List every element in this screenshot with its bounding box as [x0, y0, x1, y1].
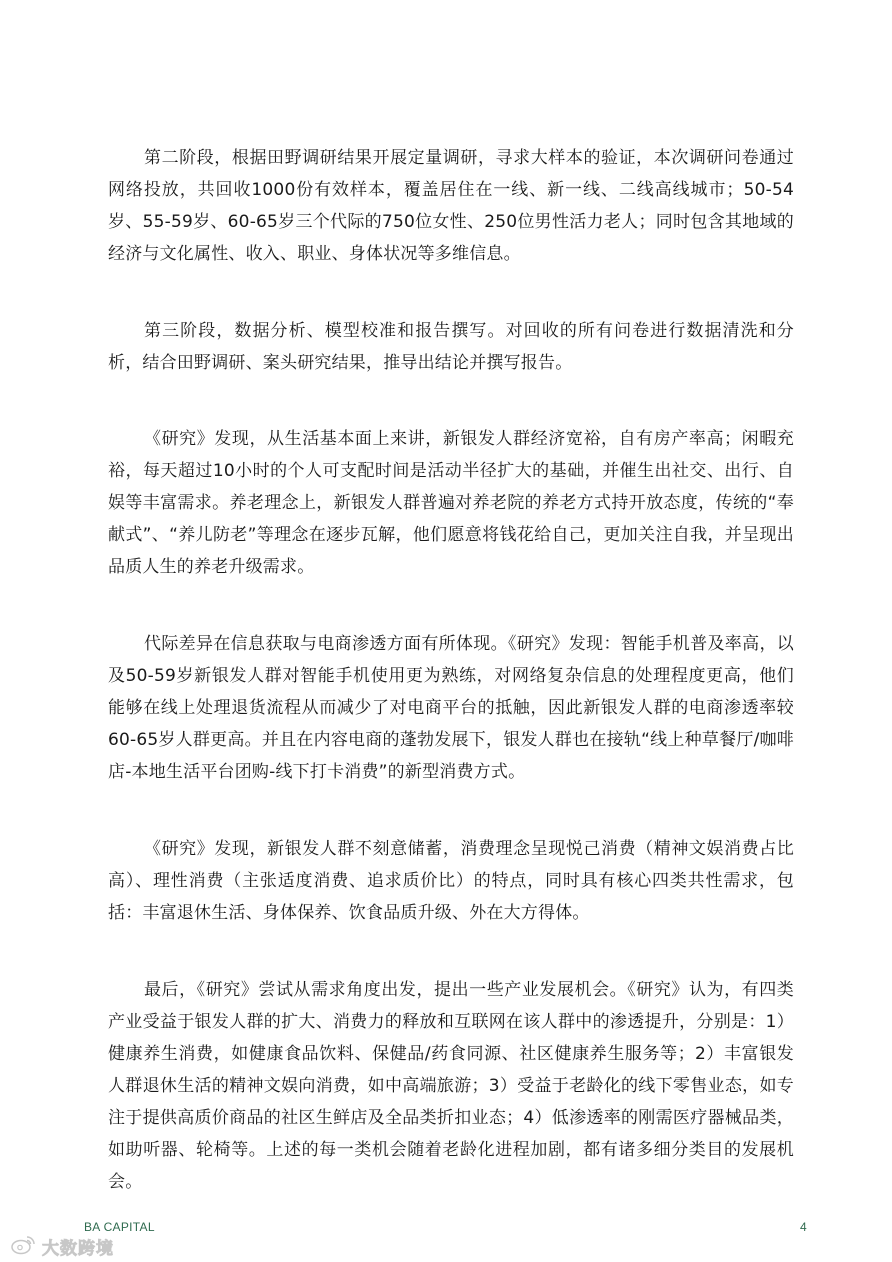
paragraph-generational-differences: 代际差异在信息获取与电商渗透方面有所体现。《研究》发现：智能手机普及率高，以及50-59岁新银发人群对智能手机使用更为熟练，对网络复杂信息的处理程度更高，他们能够在线上处理退货流程从而减少了对电商平台的抵触，因此新银发人群的电商渗透率较60-65岁人群更高。并且在内容电商的蓬勃发展下，银发人群也在接轨“线上种草餐厅/咖啡店-本地生活平台团购-线下打卡消费”的新型消费方式。 — [108, 634, 794, 782]
paragraph-stage-three: 第三阶段，数据分析、模型校准和报告撰写。对回收的所有问卷进行数据清洗和分析，结合田野调研、案头研究结果，推导出结论并撰写报告。 — [108, 321, 794, 373]
paragraph-consumption-concept: 《研究》发现，新银发人群不刻意储蓄，消费理念呈现悦己消费（精神文娱消费占比高）、理性消费（主张适度消费、追求质价比）的特点，同时具有核心四类共性需求，包括：丰富退休生活、身体保养、饮食品质升级、外在大方得体。 — [108, 839, 794, 923]
weibo-logo-icon — [10, 1235, 36, 1259]
main-content — [108, 142, 794, 1243]
paragraph-industry-opportunities: 最后，《研究》尝试从需求角度出发，提出一些产业发展机会。《研究》认为，有四类产业受益于银发人群的扩大、消费力的释放和互联网在该人群中的渗透提升，分别是：1）健康养生消费，如健康食品饮料、保健品/药食同源、社区健康养生服务等；2）丰富银发人群退休生活的精神文娱向消费，如中高端旅游；3）受益于老龄化的线下零售业态，如专注于提供高质价商品的社区生鲜店及全品类折扣业态；4）低渗透率的刚需医疗器械品类，如助听器、轮椅等。上述的每一类机会随着老龄化进程加剧，都有诸多细分类目的发展机会。 — [108, 980, 794, 1192]
paragraph-lifestyle-findings: 《研究》发现，从生活基本面上来讲，新银发人群经济宽裕，自有房产率高；闲暇充裕，每天超过10小时的个人可支配时间是活动半径扩大的基础，并催生出社交、出行、自娱等丰富需求。养老理念上，新银发人群普遍对养老院的养老方式持开放态度，传统的“奉献式”、“养儿防老”等理念在逐步瓦解，他们愿意将钱花给自己，更加关注自我，并呈现出品质人生的养老升级需求。 — [108, 429, 794, 577]
footer-brand: BA CAPITAL — [84, 1220, 155, 1234]
page-number: 4 — [800, 1220, 807, 1234]
paragraph-stage-two: 第二阶段，根据田野调研结果开展定量调研，寻求大样本的验证，本次调研问卷通过网络投放，共回收1000份有效样本，覆盖居住在一线、新一线、二线高线城市；50-54岁、55-59岁、60-65岁三个代际的750位女性、250位男性活力老人；同时包含其地域的经济与文化属性、收入、职业、身体状况等多维信息。 — [108, 148, 794, 264]
watermark — [10, 1234, 114, 1259]
watermark-text: 大数跨境 — [42, 1239, 114, 1259]
